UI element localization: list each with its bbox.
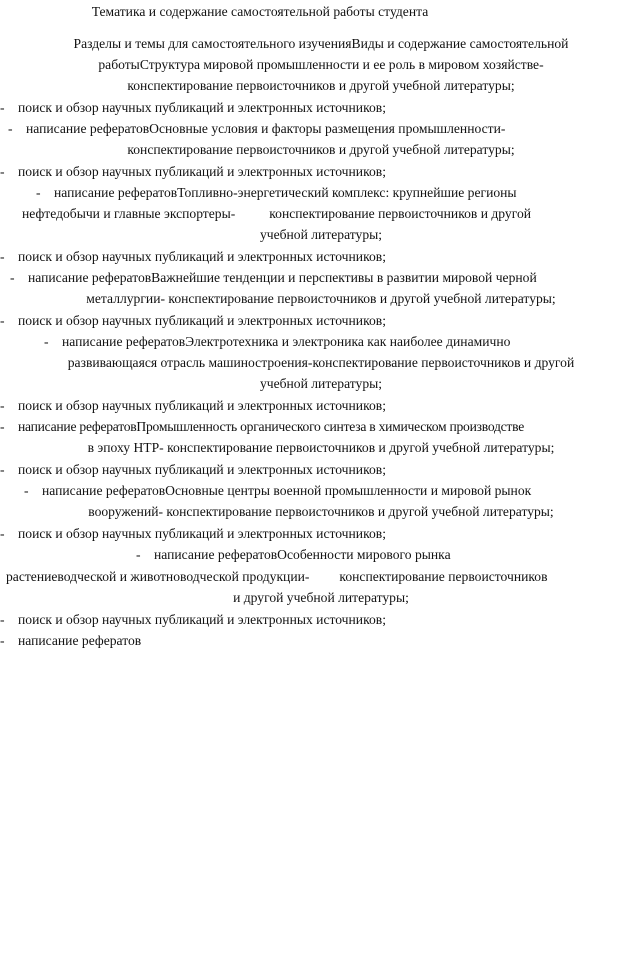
- list-item-text: поиск и обзор научных публикаций и электронных источников;: [18, 612, 386, 627]
- list-item: [0, 246, 642, 267]
- text-segment: растениеводческой и животноводческой продукции-: [6, 569, 310, 584]
- bullet-dash: -: [0, 249, 5, 264]
- list-item: [10, 267, 642, 288]
- bullet-dash: -: [0, 633, 5, 648]
- list-item: [0, 161, 642, 182]
- text-line: конспектирование первоисточников и другой учебной литературы;: [127, 78, 515, 93]
- text-line: металлургии- конспектирование первоисточников и другой учебной литературы;: [86, 291, 556, 306]
- list-item-text: написание рефератовТопливно-энергетический комплекс: крупнейшие регионы: [54, 185, 517, 200]
- list-item-text: написание рефератовОсновные условия и факторы размещения промышленности-: [26, 121, 506, 136]
- list-item: [44, 331, 642, 352]
- list-item-text: поиск и обзор научных публикаций и электронных источников;: [18, 398, 386, 413]
- bullet-dash: -: [8, 121, 13, 136]
- bullet-dash: -: [24, 483, 29, 498]
- bullet-dash: -: [10, 270, 15, 285]
- list-item-text: написание рефератовОсновные центры военной промышленности и мировой рынок: [42, 483, 532, 498]
- text-line: учебной литературы;: [259, 376, 383, 391]
- bullet-dash: -: [0, 612, 5, 627]
- list-item: [136, 544, 642, 565]
- list-item: [0, 395, 642, 416]
- list-item-text: написание рефератовЭлектротехника и электроника как наиболее динамично: [62, 334, 511, 349]
- list-item: [0, 609, 642, 630]
- list-item: [36, 182, 642, 203]
- list-item: [0, 523, 642, 544]
- list-item-text: поиск и обзор научных публикаций и электронных источников;: [18, 313, 386, 328]
- bullet-dash: -: [0, 526, 5, 541]
- list-item-text: поиск и обзор научных публикаций и электронных источников;: [18, 249, 386, 264]
- bullet-dash: -: [36, 185, 41, 200]
- text-line: Разделы и темы для самостоятельного изученияВиды и содержание самостоятельной: [73, 36, 569, 51]
- text-line: в эпоху НТР- конспектирование первоисточников и другой учебной литературы;: [87, 440, 555, 455]
- text-line: учебной литературы;: [259, 227, 383, 242]
- bullet-dash: -: [0, 419, 5, 434]
- bullet-dash: -: [0, 398, 5, 413]
- text-line: развивающаяся отрасль машиностроения-конспектирование первоисточников и другой: [67, 355, 575, 370]
- list-item-text: поиск и обзор научных публикаций и электронных источников;: [18, 526, 386, 541]
- list-item: [0, 459, 642, 480]
- list-item: [8, 118, 642, 139]
- list-item-text: написание рефератовПромышленность органического синтеза в химическом производстве: [18, 419, 524, 434]
- list-item-text: поиск и обзор научных публикаций и электронных источников;: [18, 462, 386, 477]
- list-item: [0, 97, 642, 118]
- text-line: [22, 203, 642, 224]
- text-segment: нефтедобычи и главные экспортеры-: [22, 206, 236, 221]
- text-line: и другой учебной литературы;: [233, 590, 409, 605]
- bullet-dash: -: [0, 100, 5, 115]
- bullet-dash: -: [0, 313, 5, 328]
- text-line: конспектирование первоисточников и другой учебной литературы;: [127, 142, 515, 157]
- text-line: [6, 566, 642, 587]
- page-title: Тематика и содержание самостоятельной работы студента: [91, 4, 429, 19]
- list-item-text: поиск и обзор научных публикаций и электронных источников;: [18, 164, 386, 179]
- bullet-dash: -: [0, 164, 5, 179]
- list-item-text: написание рефератов: [18, 633, 142, 648]
- list-item: [0, 416, 642, 437]
- list-item: [0, 630, 642, 651]
- list-item: [0, 310, 642, 331]
- bullet-dash: -: [44, 334, 49, 349]
- list-item-text: поиск и обзор научных публикаций и электронных источников;: [18, 100, 386, 115]
- list-item-text: написание рефератовОсобенности мирового рынка: [154, 547, 451, 562]
- bullet-dash: -: [0, 462, 5, 477]
- text-line: работыСтруктура мировой промышленности и ее роль в мировом хозяйстве-: [98, 57, 544, 72]
- list-item: [24, 480, 642, 501]
- text-segment: конспектирование первоисточников и другой: [269, 206, 532, 221]
- bullet-dash: -: [136, 547, 141, 562]
- list-item-text: написание рефератовВажнейшие тенденции и перспективы в развитии мировой черной: [28, 270, 537, 285]
- text-segment: конспектирование первоисточников: [339, 569, 548, 584]
- text-line: вооружений- конспектирование первоисточников и другой учебной литературы;: [88, 504, 554, 519]
